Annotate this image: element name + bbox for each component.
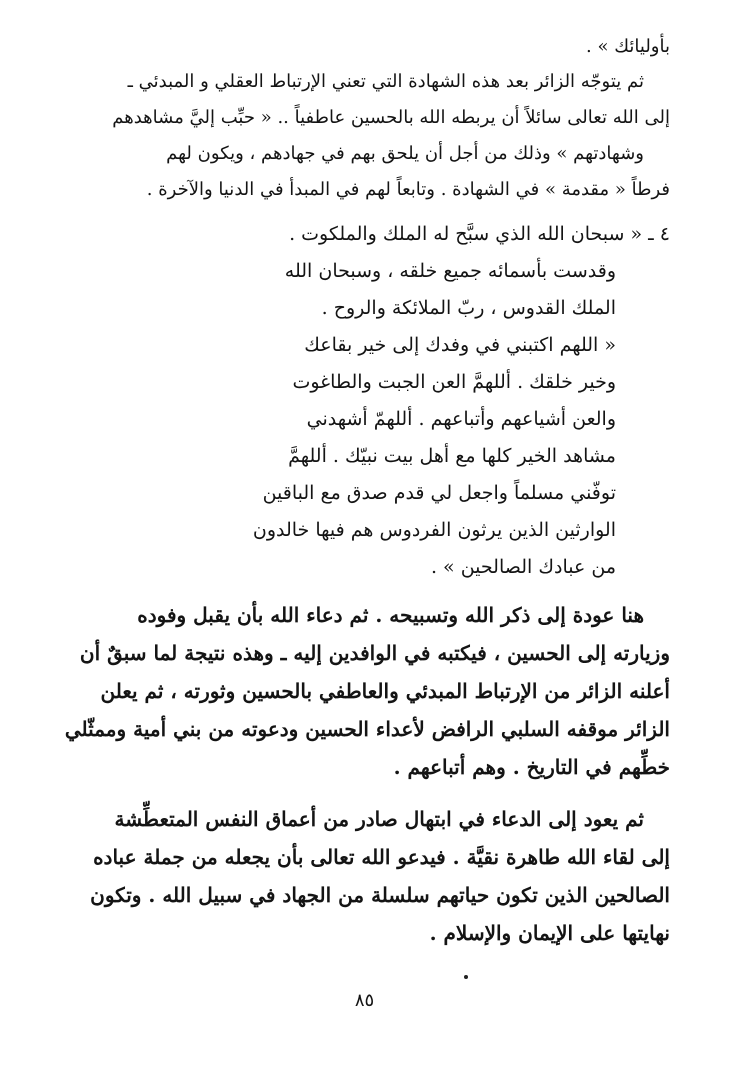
text-line: الوارثين الذين يرثون الفردوس هم فيها خالدون	[252, 519, 616, 541]
text-line: مشاهد الخير كلها مع أهل بيت نبيّك . أللهمَّ	[288, 445, 616, 467]
text-line: وخير خلقك . أللهمَّ العن الجبت والطاغوت	[292, 371, 616, 393]
page-body	[60, 30, 670, 952]
text-line: وشهادتهم » وذلك من أجل أن يلحق بهم في جهادهم ، ويكون لهم	[166, 143, 644, 164]
text-line: الصالحين الذين تكون حياتهم سلسلة من الجهاد في سبيل الله . وتكون	[90, 883, 670, 907]
text-line: ثم يتوجّه الزائر بعد هذه الشهادة التي تعني الإرتباط العقلي و المبدئي ـ	[127, 71, 644, 92]
text-line: والعن أشياعهم وأتباعهم . أللهمّ أشهدني	[306, 408, 616, 430]
paragraph-intro	[60, 30, 670, 208]
text-line: إلى الله تعالى سائلاً أن يربطه الله بالحسين عاطفياً .. « حبِّب إليَّ مشاهدهم	[112, 107, 670, 128]
text-line: أعلنه الزائر من الإرتباط المبدئي والعاطفي بالحسين وثورته ، ثم يعلن	[100, 679, 670, 703]
text-line: نهايتها على الإيمان والإسلام .	[429, 921, 670, 945]
text-line: إلى لقاء الله طاهرة نقيَّة . فيدعو الله تعالى بأن يجعله من جملة عباده	[93, 845, 670, 869]
text-line: الملك القدوس ، ربّ الملائكة والروح .	[321, 297, 616, 319]
text-line: ثم يعود إلى الدعاء في ابتهال صادر من أعماق النفس المتعطِّشة	[114, 807, 644, 831]
text-line: خطِّهم في التاريخ . وهم أتباعهم .	[393, 755, 670, 779]
ink-dot	[464, 975, 468, 979]
text-line: الزائر موقفه السلبي الرافض لأعداء الحسين ودعوته من بني أمية وممثّلي	[64, 717, 670, 741]
quotation-block	[60, 216, 670, 586]
paragraph-conclusion	[60, 800, 670, 952]
text-line: وزيارته إلى الحسين ، فيكتبه في الوافدين إليه ـ وهذه نتيجة لما سبقٌ أن	[79, 641, 670, 665]
text-line: « اللهم اكتبني في وفدك إلى خير بقاعك	[304, 334, 616, 356]
text-line: هنا عودة إلى ذكر الله وتسبيحه . ثم دعاء الله بأن يقبل وفوده	[137, 603, 644, 627]
text-line: توفّني مسلماً واجعل لي قدم صدق مع الباقين	[262, 482, 616, 504]
text-line: فرطاً « مقدمة » في الشهادة . وتابعاً لهم في المبدأ في الدنيا والآخرة .	[146, 179, 670, 200]
text-line: من عبادك الصالحين » .	[430, 556, 616, 578]
page-number: ٨٥	[354, 990, 375, 1011]
text-line: وقدست بأسمائه جميع خلقه ، وسبحان الله	[284, 260, 616, 282]
text-line: ٤ ـ « سبحان الله الذي سبَّح له الملك والملكوت .	[289, 223, 670, 245]
text-line: بأوليائك » .	[586, 36, 670, 57]
paragraph-commentary	[60, 596, 670, 786]
